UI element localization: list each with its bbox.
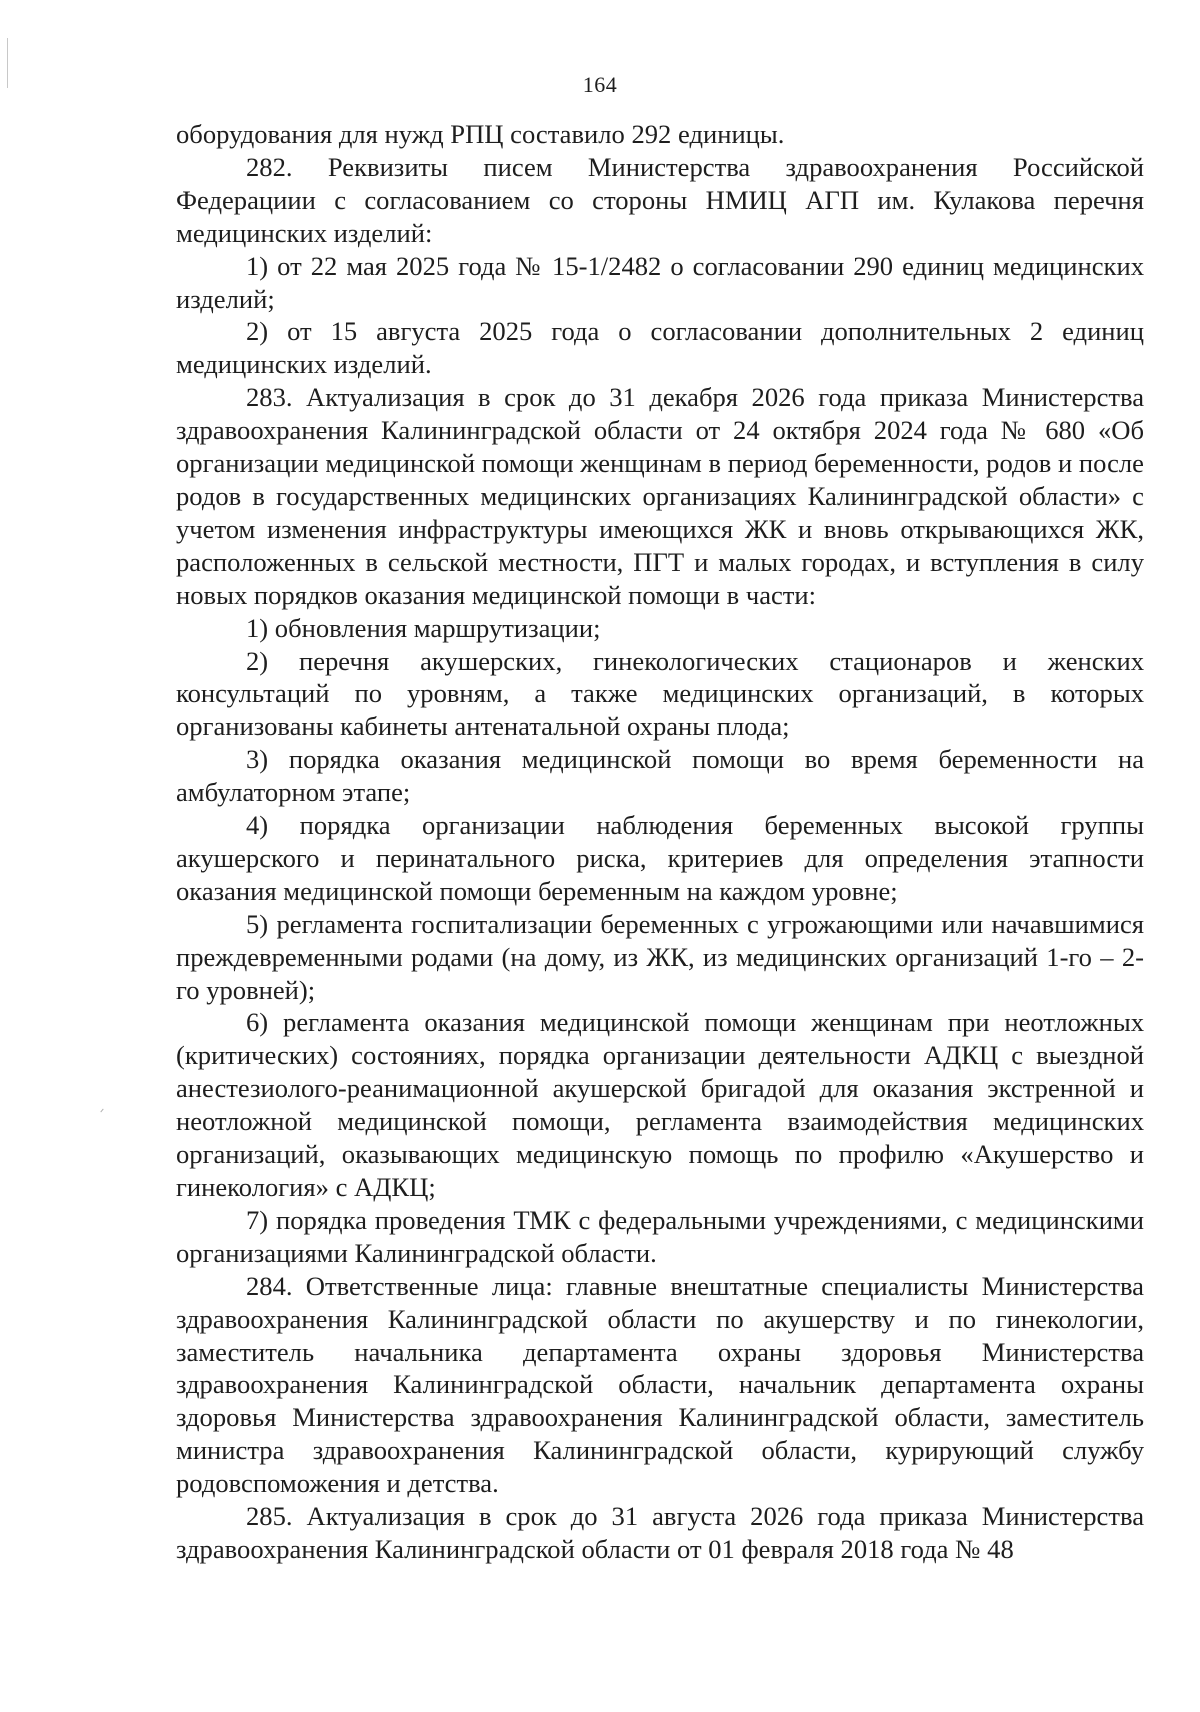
paragraph-283-item-4: 4) порядка организации наблюдения беременных высокой группы акушерского и перинатального риска, критериев для определения этапности оказания медицинской помощи беременным на каждом уровне; <box>176 810 1144 906</box>
paragraph-continuation: оборудования для нужд РПЦ составило 292 единицы. <box>176 119 785 149</box>
paragraph-283-item-6: 6) регламента оказания медицинской помощи женщинам при неотложных (критических) состояниях, порядка организации деятельности АДКЦ с выездной анестезиолого-реанимационной акушерской бригадой для оказания экстренной и неотложной медицинской помощи, регламента взаимодействия медицинских организаций, оказывающих медицинскую помощь по профилю «Акушерство и гинекология» с АДКЦ; <box>176 1007 1144 1202</box>
paragraph-283-item-1: 1) обновления маршрутизации; <box>246 612 601 643</box>
paragraph-283: 283. Актуализация в срок до 31 декабря 2026 года приказа Министерства здравоохранения Калининградской области от 24 октября 2024 года № 680 «Об организации медицинской помощи женщинам в период беременности, родов и после родов в государственных медицинских организациях Калининградской области» с учетом изменения инфраструктуры имеющихся ЖК и вновь открывающихся ЖК, расположенных в сельской местности, ПГТ и малых городах, и вступления в силу новых порядков оказания медицинской помощи в части: <box>176 382 1144 610</box>
paragraph-282-item-1: 1) от 22 мая 2025 года № 15-1/2482 о согласовании 290 единиц медицинских изделий; <box>176 250 1144 314</box>
scan-speck <box>100 1109 103 1113</box>
paragraph-283-item-3: 3) порядка оказания медицинской помощи во время беременности на амбулаторном этапе; <box>176 744 1144 808</box>
document-body <box>176 118 1144 1566</box>
paragraph-282-item-2: 2) от 15 августа 2025 года о согласовании дополнительных 2 единиц медицинских изделий. <box>176 316 1144 380</box>
paragraph-283-item-5: 5) регламента госпитализации беременных с угрожающими или начавшимися преждевременными родами (на дому, из ЖК, из медицинских организаций 1-го – 2-го уровней); <box>176 908 1144 1005</box>
page-number: 164 <box>582 72 618 97</box>
paragraph-283-item-2: 2) перечня акушерских, гинекологических стационаров и женских консультаций по уровням, а также медицинских организаций, в которых организованы кабинеты антенатальной охраны плода; <box>176 645 1144 742</box>
paragraph-282: 282. Реквизиты писем Министерства здравоохранения Российской Федерациии с согласованием со стороны НМИЦ АГП им. Кулакова перечня медицинских изделий: <box>176 151 1144 248</box>
paragraph-284: 284. Ответственные лица: главные внештатные специалисты Министерства здравоохранения Калининградской области по акушерству и по гинекологии, заместитель начальника департамента охраны здоровья Министерства здравоохранения Калининградской области, начальник департамента охраны здоровья Министерства здравоохранения Калининградской области, заместитель министра здравоохранения Калининградской области, курирующий службу родовспоможения и детства. <box>176 1270 1144 1499</box>
paragraph-283-item-7: 7) порядка проведения ТМК с федеральными учреждениями, с медицинскими организациями Калининградской области. <box>176 1204 1144 1268</box>
paragraph-285: 285. Актуализация в срок до 31 августа 2026 года приказа Министерства здравоохранения Калининградской области от 01 февраля 2018 года № 48 <box>176 1501 1144 1564</box>
